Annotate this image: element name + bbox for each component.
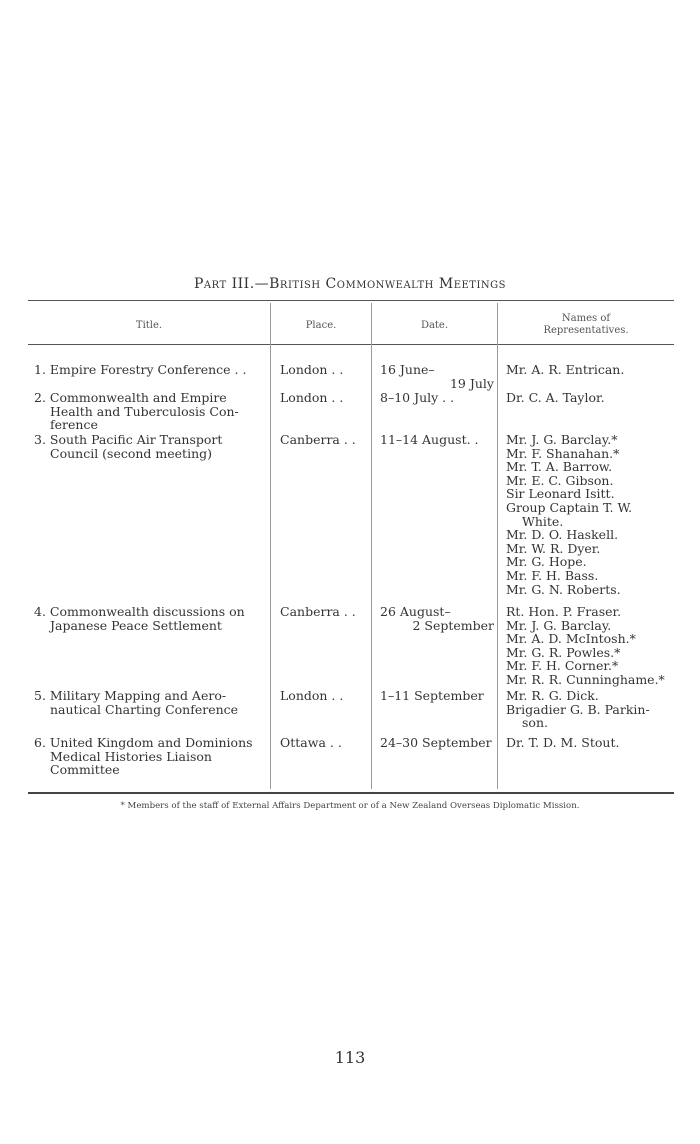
table-row-title	[34, 433, 266, 460]
representative: Mr. A. D. McIntosh.*	[506, 631, 636, 647]
date-line: 8–10 July . .	[380, 390, 455, 405]
representative: Rt. Hon. P. Fraser.	[506, 604, 622, 619]
representative: Dr. C. A. Taylor.	[506, 390, 605, 405]
date-line: 26 August–	[380, 604, 451, 619]
representative: Mr. F. H. Corner.*	[506, 658, 619, 674]
heading-dash: —	[254, 276, 270, 292]
heading-title: British Commonwealth Meetings	[269, 276, 506, 292]
representative: Brigadier G. B. Parkin-	[506, 701, 650, 717]
title-line: nautical Charting Conference	[50, 701, 239, 717]
date-line: 1–11 September	[380, 688, 484, 703]
title-line: Council (second meeting)	[50, 445, 212, 461]
title-line: 2. Commonwealth and Empire	[34, 390, 227, 405]
title-line: Committee	[50, 762, 120, 778]
representative: Group Captain T. W.	[506, 499, 633, 515]
column-header-date: Date.	[420, 320, 449, 331]
column-header-title: Title.	[135, 320, 163, 331]
representative: son.	[522, 715, 548, 731]
date-line: 19 July	[449, 375, 494, 391]
table-bottom-rule	[28, 792, 674, 794]
table-row-representatives	[506, 605, 691, 687]
title-line: Medical Histories Liaison	[50, 748, 212, 764]
title-line: 1. Empire Forestry Conference . .	[34, 362, 247, 377]
column-header-representatives	[498, 313, 674, 337]
table-row-date	[380, 689, 500, 703]
representative: Mr. E. C. Gibson.	[506, 472, 614, 488]
representative: Mr. G. R. Powles.*	[506, 644, 621, 660]
title-line: Japanese Peace Settlement	[50, 617, 222, 633]
representative: White.	[522, 513, 564, 529]
table-row-place: Canberra . .	[280, 432, 356, 447]
header-bottom-rule	[28, 344, 674, 345]
representative: Mr. F. Shanahan.*	[506, 445, 620, 461]
representative: Mr. T. A. Barrow.	[506, 459, 613, 475]
table-row-place: London . .	[280, 390, 344, 405]
representative: Mr. W. R. Dyer.	[506, 540, 601, 556]
table-row-date	[380, 736, 500, 750]
title-line: 4. Commonwealth discussions on	[34, 604, 245, 619]
table-row-title	[34, 736, 266, 777]
table-row-title	[34, 689, 266, 716]
title-line: 3. South Pacific Air Transport	[34, 432, 223, 447]
table-top-rule	[28, 300, 674, 301]
column-separator	[270, 303, 271, 789]
table-heading	[0, 276, 700, 292]
page-number: 113	[334, 1048, 366, 1067]
table-row-place: Ottawa . .	[280, 735, 342, 750]
representative: Mr. J. G. Barclay.*	[506, 432, 618, 447]
representative: Mr. J. G. Barclay.	[506, 617, 612, 633]
title-line: Health and Tuberculosis Con-	[50, 403, 239, 419]
column-header-representatives-line2: Representatives.	[543, 325, 629, 336]
table-row-place: London . .	[280, 362, 344, 377]
representative: Mr. D. O. Haskell.	[506, 527, 619, 543]
table-row-title	[34, 605, 266, 632]
table-row-representatives	[506, 433, 691, 596]
table-row-date	[380, 391, 500, 405]
table-row-date	[380, 363, 500, 390]
table-row-date	[380, 433, 500, 447]
representative: Mr. G. Hope.	[506, 554, 587, 570]
column-header-representatives-line1: Names of	[561, 313, 611, 324]
table-row-representatives	[506, 363, 691, 377]
title-line: ference	[50, 417, 98, 433]
representative: Sir Leonard Isitt.	[506, 486, 615, 502]
date-line: 16 June–	[380, 362, 435, 377]
table-row-place: Canberra . .	[280, 604, 356, 619]
footnote: * Members of the staff of External Affairs Department or of a New Zealand Overseas Diplomatic Mission.	[120, 801, 580, 811]
title-line: 5. Military Mapping and Aero-	[34, 688, 227, 703]
table-row-representatives	[506, 736, 691, 750]
column-header-place: Place.	[305, 320, 337, 331]
table-row-representatives	[506, 689, 691, 730]
representative: Mr. F. H. Bass.	[506, 567, 599, 583]
representative: Dr. T. D. M. Stout.	[506, 735, 620, 750]
heading-prefix: Part III.	[193, 276, 255, 292]
representative: Mr. R. G. Dick.	[506, 688, 599, 703]
table-row-title	[34, 363, 266, 377]
representative: Mr. R. R. Cunninghame.*	[506, 671, 665, 687]
table-row-representatives	[506, 391, 691, 405]
table-row-date	[380, 605, 500, 632]
representative: Mr. G. N. Roberts.	[506, 581, 621, 597]
table-row-title	[34, 391, 266, 432]
representative: Mr. A. R. Entrican.	[506, 362, 625, 377]
title-line: 6. United Kingdom and Dominions	[34, 735, 253, 750]
table-row-place: London . .	[280, 688, 344, 703]
date-line: 2 September	[412, 617, 494, 633]
date-line: 11–14 August. .	[380, 432, 479, 447]
date-line: 24–30 September	[380, 735, 492, 750]
